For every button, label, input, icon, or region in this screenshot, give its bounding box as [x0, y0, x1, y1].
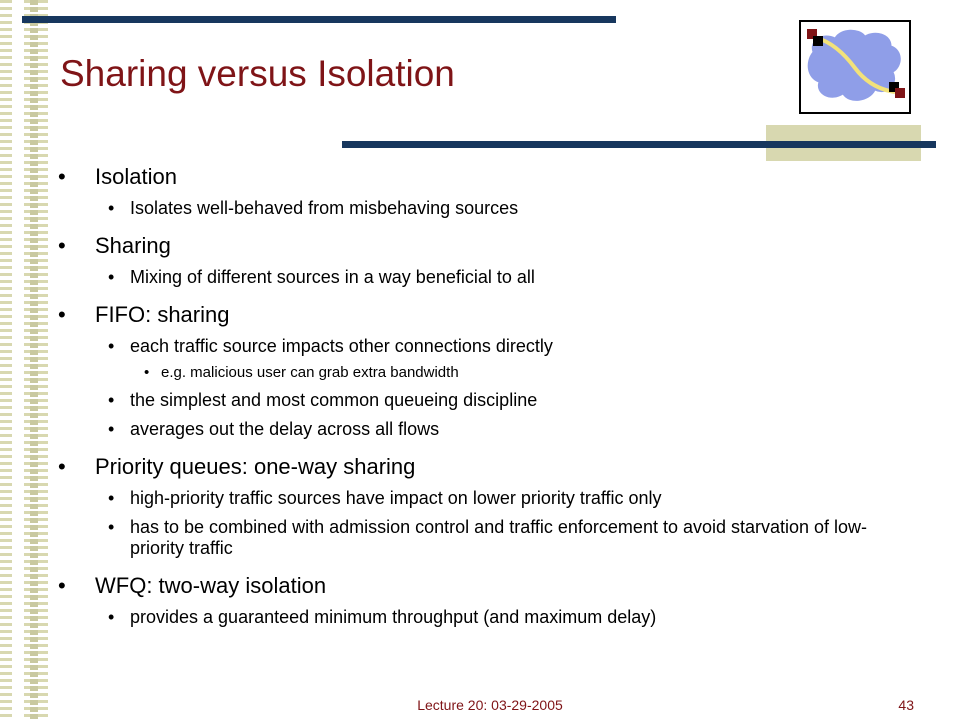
decorative-stripe-gap: [12, 0, 24, 720]
sub-bullet-item: [58, 336, 918, 357]
slide-title: Sharing versus Isolation: [60, 53, 455, 94]
bullet-text: e.g. malicious user can grab extra bandwidth: [161, 364, 459, 381]
bullet-text: FIFO: sharing: [95, 302, 230, 327]
bullet-dot: •: [108, 419, 115, 439]
bullet-dot: •: [108, 488, 115, 508]
bullet-text: high-priority traffic sources have impact on lower priority traffic only: [130, 488, 662, 508]
bullet-dot: •: [144, 364, 150, 381]
bullet-text: averages out the delay across all flows: [130, 419, 440, 439]
sub-bullet-item: [58, 390, 918, 411]
slide-footer: Lecture 20: 03-29-2005: [417, 697, 563, 713]
bullet-text: each traffic source impacts other connections directly: [130, 336, 553, 356]
bullet-dot: •: [58, 233, 66, 258]
bullet-dot: •: [108, 517, 115, 537]
bullet-text: provides a guaranteed minimum throughput (and maximum delay): [130, 607, 657, 627]
decorative-stripes: [0, 0, 48, 720]
bullet-text: Priority queues: one-way sharing: [95, 454, 416, 479]
bullet-dot: •: [108, 198, 115, 218]
bullet-text: has to be combined with admission control and traffic enforcement to avoid starvation of low-priority traffic: [130, 517, 868, 558]
bullet-text: the simplest and most common queueing discipline: [130, 390, 538, 410]
bullet-item: [58, 233, 918, 259]
top-accent-bar: [22, 16, 616, 23]
bullet-text: Isolates well-behaved from misbehaving sources: [130, 198, 519, 218]
bullet-item: [58, 573, 918, 599]
sub-bullet-item: [58, 198, 918, 219]
bullet-dot: •: [58, 454, 66, 479]
bullet-dot: •: [108, 267, 115, 287]
bullet-dot: •: [108, 607, 115, 627]
network-cloud-icon: [799, 20, 911, 114]
page-number: 43: [898, 697, 914, 713]
bullet-dot: •: [58, 302, 66, 327]
bullet-text: Sharing: [95, 233, 171, 258]
sub-sub-bullet-item: [58, 364, 918, 382]
title-underline-bar: [342, 141, 936, 148]
bullet-list: [58, 164, 918, 628]
bullet-item: [58, 164, 918, 190]
bullet-text: Mixing of different sources in a way beneficial to all: [130, 267, 535, 287]
decorative-stripes-inner: [30, 0, 38, 720]
sub-bullet-item: [58, 267, 918, 288]
bullet-item: [58, 454, 918, 480]
sub-bullet-item: [58, 488, 918, 509]
bullet-text: Isolation: [95, 164, 177, 189]
bullet-dot: •: [58, 164, 66, 189]
sub-bullet-item: [58, 419, 918, 440]
bullet-text: WFQ: two-way isolation: [95, 573, 327, 598]
bullet-dot: •: [108, 336, 115, 356]
bullet-item: [58, 302, 918, 328]
sub-bullet-item: [58, 607, 918, 628]
bullet-dot: •: [58, 573, 66, 598]
sub-bullet-item: [58, 517, 918, 559]
bullet-dot: •: [108, 390, 115, 410]
